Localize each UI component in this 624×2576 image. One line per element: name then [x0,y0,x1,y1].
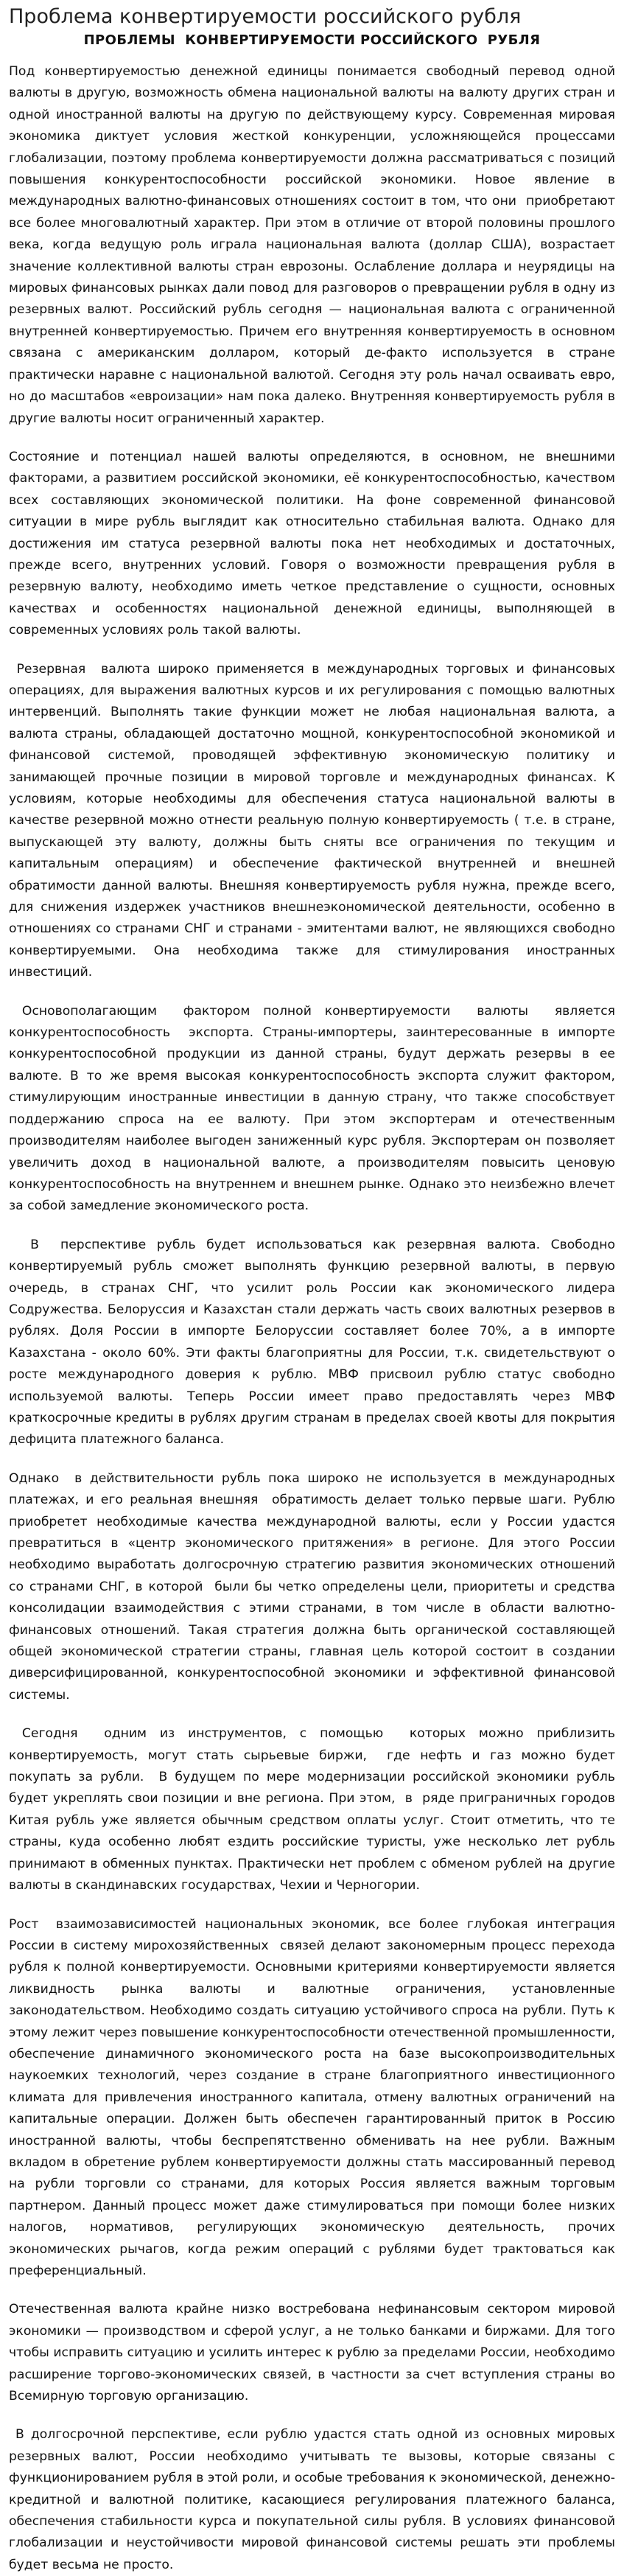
paragraph: Сегодня одним из инструментов, с помощью которых можно приблизить конвертируемость, могут стать сырьевые биржи, где нефть и газ можно будет покупать за рубли. В будущем по мере модернизации российской экономики рубль будет укреплять свои позиции и вне региона. При этом, в ряде приграничных городов Китая рубль уже является обычным средством оплаты услуг. Стоит отметить, что те страны, куда особенно любят ездить российские туристы, уже несколько лет рубль принимают в обменных пунктах. Практически нет проблем с обменом рублей на другие валюты в скандинавских государствах, Чехии и Черногории. [9,1726,620,1893]
paragraph: В перспективе рубль будет использоваться как резервная валюта. Свободно конвертируемый рубль сможет выполнять функцию резервной валюты, в первую очередь, в странах СНГ, что усилит роль России как экономического лидера Содружества. Белоруссия и Казахстан стали держать часть своих валютных резервов в рублях. Доля России в импорте Белоруссии составляет более 70%, а в импорте Казахстана - около 60%. Эти факты благоприятны для России, т.к. свидетельствуют о росте международного доверия к рублю. МВФ присвоил рублю статус свободно используемой валюты. Теперь России имеет право предоставлять через МВФ краткосрочные кредиты в рублях другим странам в пределах своей квоты для покрытия дефицита платежного баланса. [9,1237,620,1448]
paragraph: Состояние и потенциал нашей валюты определяются, в основном, не внешними факторами, а развитием российской экономики, её конкурентоспособностью, качеством всех составляющих экономической политики. На фоне современной финансовой ситуации в мире рубль выглядит как относительно стабильная валюта. Однако для достижения им статуса резервной валюты пока нет необходимых и достаточных, прежде всего, внутренних условий. Говоря о возможности превращения рубля в резервную валюту, необходимо иметь четкое представление о сущности, основных качествах и особенностях национальной денежной единицы, выполняющей в современных условиях роль такой валюты. [9,449,620,638]
paragraph: Под конвертируемостью денежной единицы понимается свободный перевод одной валюты в другую, возможность обмена национальной валюты на валюту других стран и одной иностранной валюты на другую по действующему курсу. Современная мировая экономика диктует условия жесткой конкуренции, усложняющейся процессами глобализации, поэтому проблема конвертируемости должна рассматриваться с позиций повышения конкурентоспособности российской экономики. Новое явление в международных валютно-финансовых отношениях состоит в том, что они приобретают все более многовалютный характер. При этом в отличие от второй половины прошлого века, когда ведущую роль играла национальная валюта (доллар США), возрастает значение коллективной валюты стран еврозоны. Ослабление доллара и неурядицы на мировых финансовых рынках дали повод для разговоров о превращении рубля в одну из резервных валют. Российский рубль сегодня — национальная валюта с ограниченной внутренней конвертируемостью. Причем его внутренняя конвертируемость в основном связана с американским долларом, который де-факто используется в стране практически наравне с национальной валютой. Сегодня эту роль начал осваивать евро, но до масштабов «евроизации» нам пока далеко. Внутренняя конвертируемость рубля в другие валюты носит ограниченный характер. [9,64,620,426]
paragraph: В долгосрочной перспективе, если рублю удастся стать одной из основных мировых резервных валют, России необходимо учитывать те вызовы, которые связаны с функционированием рубля в этой роли, и особые требования к экономической, денежно-кредитной и валютной политике, касающиеся регулирования платежного баланса, обеспечения стабильности курса и покупательной силы рубля. В условиях финансовой глобализации и неустойчивости мировой финансовой системы решать эти проблемы будет весьма не просто. [9,2427,620,2572]
paragraph: Резервная валюта широко применяется в международных торговых и финансовых операциях, для выражения валютных курсов и их регулирования с помощью валютных интервенций. Выполнять такие функции может не любая национальная валюта, а валюта страны, обладающей достаточно мощной, конкурентоспособной экономикой и финансовой системой, проводящей эффективную экономическую политику и занимающей прочные позиции в мировой торговле и международных финансах. К условиям, которые необходимы для обеспечения статуса национальной валюты в качестве резервной можно отнести реальную полную конвертируемость ( т.е. в стране, выпускающей эту валюту, должны быть сняты все ограничения по текущим и капитальным операциям) и обеспечение фактической внутренней и внешней обратимости данной валюты. Внешняя конвертируемость рубля нужна, прежде всего, для снижения издержек участников внешнеэкономической деятельности, особенно в отношениях со странами СНГ и странами - эмитентами валют, не являющихся свободно конвертируемыми. Она необходима также для стимулирования иностранных инвестиций. [9,661,620,980]
paragraph: Рост взаимозависимостей национальных экономик, все более глубокая интеграция России в систему мирохозяйственных связей делают закономерным процесс перехода рубля к полной конвертируемости. Основными критериями конвертируемости является ликвидность рынка валюты и валютные ограничения, установленные законодательством. Необходимо создать ситуацию устойчивого спроса на рубли. Путь к этому лежит через повышение конкурентоспособности отечественной промышленности, обеспечение динамичного экономического роста на базе высокопроизводительных наукоемких технологий, через создание в стране благоприятного инвестиционного климата для привлечения иностранного капитала, отмену валютных ограничений на капитальные операции. Должен быть обеспечен гарантированный приток в Россию иностранной валюты, чтобы беспрепятственно обменивать на нее рубли. Важным вкладом в обретение рублем конвертируемости должны стать массированный перевод на рубли торговли со странами, для которых Россия является важным торговым партнером. Данный процесс может даже стимулироваться при помощи более низких налогов, нормативов, регулирующих экономическую деятельность, прочих экономических рычагов, когда режим операций с рублями будет трактоваться как преференциальный. [9,1916,620,2278]
section-heading: ПРОБЛЕМЫ КОНВЕРТИРУЕМОСТИ РОССИЙСКОГО РУБЛЯ [83,32,541,48]
paragraph: Основополагающим фактором полной конвертируемости валюты является конкурентоспособность экспорта. Страны-импортеры, заинтересованные в импорте конкурентоспособной продукции из данной страны, будут держать резервы в ее валюте. В то же время высокая конкурентоспособность экспорта служит фактором, стимулирующим иностранные инвестиции в данную страну, что также способствует поддержанию спроса на ее валюту. При этом экспортерам и отечественным производителям наиболее выгоден заниженный курс рубля. Экспортерам он позволяет увеличить доход в национальной валюте, а производителям повысить ценовую конкурентоспособность на внутреннем и внешнем рынке. Однако это неизбежно влечет за собой замедление экономического роста. [9,1003,620,1214]
page-title: Проблема конвертируемости российского рубля [9,5,522,28]
paragraph: Однако в действительности рубль пока широко не используется в международных платежах, и его реальная внешняя обратимость делает только первые шаги. Рублю приобретет необходимые качества международной валюты, если у России удастся превратиться в «центр экономического притяжения» в регионе. Для этого России необходимо выработать долгосрочную стратегию развития экономических отношений со странами СНГ, в которой были бы четко определены цели, приоритеты и средства консолидации взаимодействия с этими странами, в том числе в области валютно-финансовых отношений. Такая стратегия должна быть органической составляющей общей экономической стратегии страны, главная цель которой состоит в создании диверсифицированной, конкурентоспособной экономики и эффективной финансовой системы. [9,1470,620,1703]
paragraph: Отечественная валюта крайне низко востребована нефинансовым сектором мировой экономики — производством и сферой услуг, а не только банками и биржами. Для того чтобы исправить ситуацию и усилить интерес к рублю за пределами России, необходимо расширение торгово-экономических связей, в частности за счет вступления страны во Всемирную торговую организацию. [9,2302,620,2404]
